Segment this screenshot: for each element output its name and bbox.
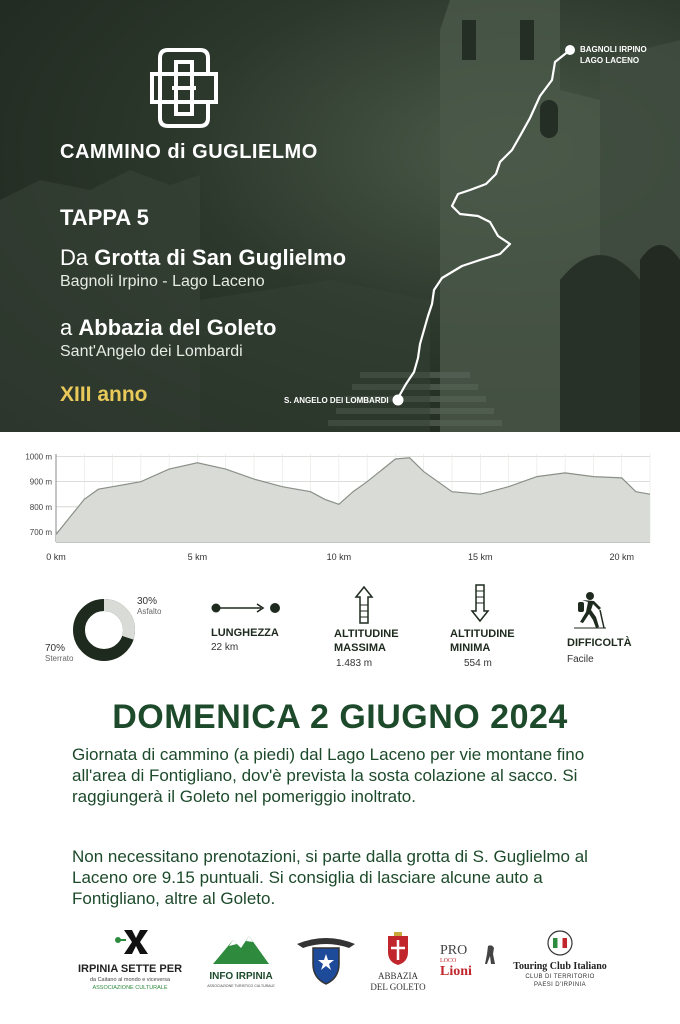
chart-x-ticks: [46, 552, 634, 562]
sponsor-info-irpinia: INFO IRPINIA ASSOCIAZIONE TURISTICO CULTURALE: [203, 932, 279, 989]
stage-number: TAPPA 5: [60, 205, 149, 230]
hiker-icon: [572, 590, 608, 630]
route-end-label: S. ANGELO DEI LOMBARDI: [284, 396, 389, 405]
route-end-dot: [393, 395, 404, 406]
y-tick-label: 700 m: [29, 527, 52, 537]
info-irpinia-mountain-logo-icon: [211, 932, 271, 966]
event-date: DOMENICA 2 GIUGNO 2024: [112, 698, 568, 736]
min-altitude-arrow-icon: [470, 583, 490, 623]
x-tick-label: 20 km: [609, 552, 634, 562]
sponsor-irpinia-sette-per: IRPINIA SETTE PER da Caitano al mondo e viceversa ASSOCIAZIONE CULTURALE: [64, 926, 196, 992]
sponsor-pro-loco-lioni: [440, 944, 500, 979]
route-start-dot: [565, 45, 575, 55]
difficulty-title: DIFFICOLTÀ: [567, 637, 632, 649]
chart-y-ticks: [25, 453, 52, 537]
from-prefix: Da: [60, 245, 89, 270]
x-tick-label: 10 km: [326, 552, 352, 562]
x-tick-label: 0 km: [46, 552, 66, 562]
min-altitude-value: 554 m: [464, 658, 492, 669]
elevation-profile-chart: [0, 446, 680, 568]
difficulty-value: Facile: [567, 654, 594, 665]
max-altitude-arrow-icon: [354, 585, 374, 625]
brand-title: CAMMINO di GUGLIELMO: [60, 141, 318, 163]
route-start-label: BAGNOLI IRPINO LAGO LACENO: [580, 45, 647, 65]
asphalt-label: Asfalto: [137, 607, 162, 616]
dirt-label: Sterrato: [45, 654, 74, 663]
y-tick-label: 900 m: [29, 477, 52, 487]
cai-eagle-emblem-icon: [293, 934, 359, 986]
to-prefix: a: [60, 315, 73, 340]
sponsor-abbazia-del-goleto: ABBAZIA DEL GOLETO: [366, 932, 430, 993]
chart-area: [56, 458, 650, 542]
to-subtitle: Sant'Angelo dei Lombardi: [60, 343, 243, 360]
hero-banner: [0, 0, 680, 432]
edition-label: XIII anno: [60, 383, 148, 406]
min-altitude-title: ALTITUDINE MINIMA: [450, 628, 515, 654]
x-tick-label: 5 km: [187, 552, 208, 562]
proloco-pro: PRO: [440, 943, 468, 958]
route-path: [398, 50, 570, 398]
abbazia-shield-icon: [386, 932, 410, 966]
dirt-percent: 70%: [45, 643, 66, 654]
description-paragraph-1: Giornata di cammino (a piedi) dal Lago Laceno per vie montane fino all'area di Fontigliano, dov'è prevista la sosta colazione al sacco. Si raggiungerà il Goleto nel pomeriggio inoltrato.: [72, 745, 585, 806]
x-tick-label: 15 km: [468, 552, 493, 562]
max-altitude-title: ALTITUDINE MASSIMA: [334, 628, 399, 654]
proloco-loco: LOCO: [440, 958, 457, 964]
from-subtitle: Bagnoli Irpino - Lago Laceno: [60, 273, 265, 290]
asphalt-percent: 30%: [137, 596, 158, 607]
length-title: LUNGHEZZA: [211, 627, 279, 639]
proloco-lioni: Lioni: [440, 964, 472, 979]
from-place: Grotta di San Guglielmo: [94, 245, 347, 270]
y-tick-label: 800 m: [29, 502, 52, 512]
length-value: 22 km: [211, 642, 239, 653]
sponsor-touring-club-italiano: Touring Club Italiano CLUB DI TERRITORIO PAESI D'IRPINIA: [506, 930, 614, 989]
to-place: Abbazia del Goleto: [78, 315, 277, 340]
max-altitude-value: 1.483 m: [336, 658, 373, 669]
elevation-area: [56, 458, 650, 542]
y-tick-label: 1000 m: [25, 452, 52, 462]
irpinia-x-logo-icon: [110, 926, 150, 958]
route-map: [0, 0, 680, 432]
surface-donut-chart: [72, 598, 136, 662]
length-arrow-icon: [211, 600, 283, 616]
lion-icon: [484, 944, 496, 966]
touring-club-badge-icon: [547, 930, 573, 956]
description-paragraph-2: Non necessitano prenotazioni, si parte dalla grotta di S. Guglielmo al Laceno ore 9.15 puntuali. Si consiglia di lasciare alcune auto a Fontigliano, altre al Goleto.: [72, 847, 588, 908]
